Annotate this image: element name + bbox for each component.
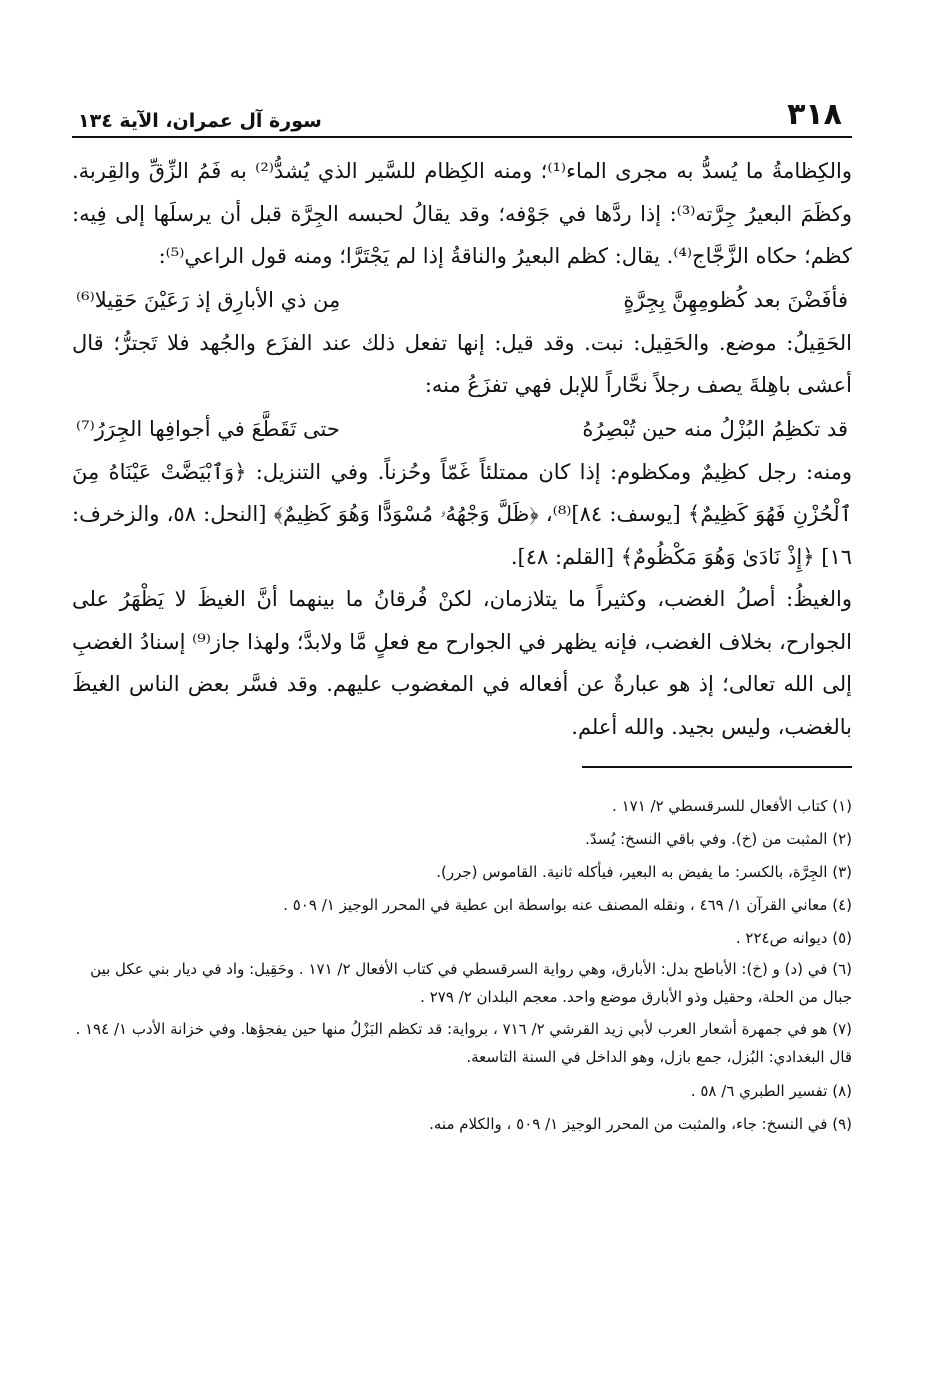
paragraph-2: الحَقِيلُ: موضع. والحَقِيل: نبت. وقد قيل: إنها تفعل ذلك عند الفزَع والجُهد فلا تَجترُّ؛ قال أعشى باهِلةَ يصف رجلاً نحَّاراً للإبل فهي تفزَعُ منه: — [72, 330, 852, 397]
page-header — [72, 92, 852, 138]
paragraph-3: ومنه: رجل كظِيمٌ ومكظوم: إذا كان ممتلئاً غَمّاً وحُزناً. وفي التنزيل: ﴿وَٱبْيَضَّتْ عَيْنَاهُ مِنَ ٱلْحُزْنِ فَهُوَ كَظِيمٌ﴾ [يوسف: ٨٤]⁽⁸⁾، ﴿ظَلَّ وَجْهُهُۥ مُسْوَدًّا وَهُوَ كَظِيمٌ﴾ [النحل: ٥٨، والزخرف: ١٦] ﴿إِذْ نَادَىٰ وَهُوَ مَكْظُومٌ﴾ [القلم: ٤٨]. — [72, 459, 852, 569]
footnote-7: (٧) هو في جمهرة أشعار العرب لأبي زيد القرشي ٢/ ٧١٦ ، برواية: قد تكظم البَزْلُ منها حين يفجؤها. وفي خزانة الأدب ١/ ١٩٤ . قال البغدادي: البُزل، جمع بازل، وهو الداخل في السنة التاسعة. — [75, 1020, 852, 1066]
footnote-6: (٦) في (د) و (خ): الأباطح بدل: الأبارق، وهي رواية السرقسطي في كتاب الأفعال ٢/ ١٧١ . وحَقِيل: واد في ديار بني عكل بين جبال من الحلة، وحقيل وذو الأبارق موضع واحد. معجم البلدان ٢/ ٢٧٩ . — [90, 960, 852, 1006]
paragraph-4: والغيظُ: أصلُ الغضب، وكثيراً ما يتلازمان، لكنْ فُرقانُ ما بينهما أنَّ الغيظَ لا يَظْهَرُ على الجوارح، بخلاف الغضب، فإنه يظهر في الجوارح مع فعلٍ مَّا ولابدَّ؛ ولهذا جاز⁽⁹⁾ إسنادُ الغضبِ إلى الله تعالى؛ إذ هو عبارةٌ عن أفعاله في المغضوب عليهم. وقد فسَّر بعض الناس الغيظَ بالغضب، وليس بجيد. والله أعلم. — [72, 587, 852, 739]
book-page — [72, 92, 852, 1141]
page-number: ٣١٨ — [787, 97, 842, 132]
verse-2 — [72, 407, 852, 451]
verse-2-first-hemistich: قد تكظِمُ البُزْلُ منه حين تُبْصِرُهُ — [582, 416, 848, 441]
footnote-8: (٨) تفسير الطبري ٦/ ٥٨ . — [690, 1082, 852, 1100]
verse-1-first-hemistich: فأفَضْنَ بعد كُظومِهِنَّ بِجِرَّةٍ — [623, 287, 848, 312]
footnotes — [72, 790, 852, 1141]
footnote-1: (١) كتاب الأفعال للسرقسطي ٢/ ١٧١ . — [612, 797, 852, 815]
footnote-3: (٣) الجِرَّة، بالكسر: ما يفيض به البعير، فيأكله ثانية. القاموس (جرر). — [436, 863, 852, 881]
footnote-2: (٢) المثبت من (خ). وفي باقي النسخ: يُسدّ. — [585, 830, 852, 848]
main-text — [72, 150, 852, 748]
verse-1-second-hemistich: مِن ذي الأبارِق إذ رَعَيْنَ حَقِيلا⁽⁶⁾ — [76, 287, 341, 312]
verse-2-second-hemistich: حتى تَقَطَّعَ في أجوافِها الجِرَرُ⁽⁷⁾ — [76, 416, 340, 441]
footnote-5: (٥) ديوانه ص٢٢٤ . — [735, 929, 852, 947]
footnote-4: (٤) معاني القرآن ١/ ٤٦٩ ، ونقله المصنف عنه بواسطة ابن عطية في المحرر الوجيز ١/ ٥٠٩ . — [283, 896, 852, 914]
verse-1 — [72, 278, 852, 322]
footnote-separator — [582, 766, 852, 768]
footnote-9: (٩) في النسخ: جاء، والمثبت من المحرر الوجيز ١/ ٥٠٩ ، والكلام منه. — [429, 1115, 852, 1133]
paragraph-1: والكِظامةُ ما يُسدُّ به مجرى الماء⁽¹⁾؛ ومنه الكِظام للسَّير الذي يُشدُّ⁽²⁾ به فَمُ الزِّقِّ والقِربة. وكظَمَ البعيرُ جِرَّته⁽³⁾: إذا ردَّها في جَوْفه؛ وقد يقالُ لحبسه الجِرَّة قبل أن يرسلَها إلى فِيه: كظم؛ حكاه الزَّجَّاج⁽⁴⁾. يقال: كظم البعيرُ والناقةُ إذا لم يَجْتَرَّا؛ ومنه قول الراعي⁽⁵⁾: — [72, 159, 852, 268]
running-title: سورة آل عمران، الآية ١٣٤ — [78, 110, 322, 132]
